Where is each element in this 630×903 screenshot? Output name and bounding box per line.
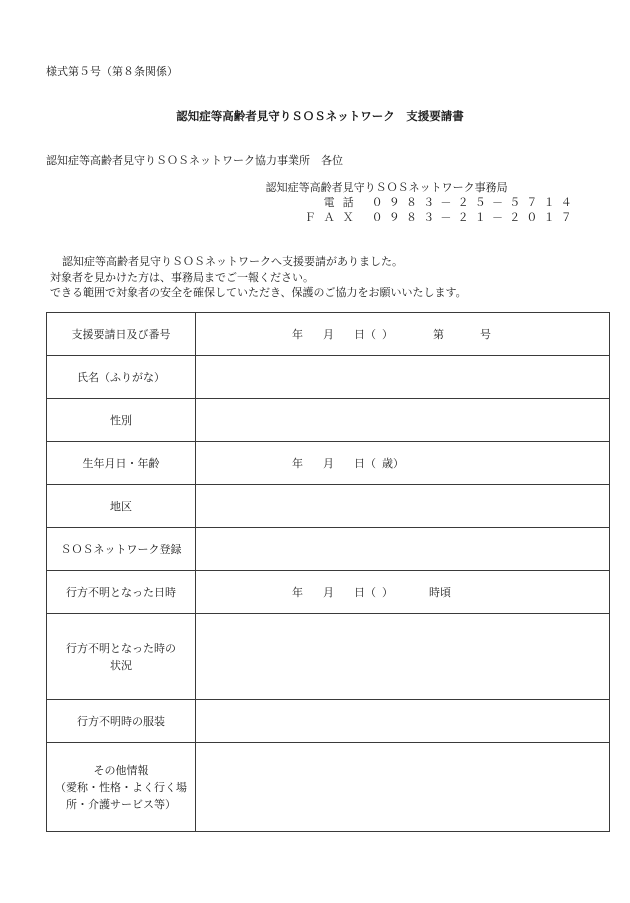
row-label-missing-datetime: 行方不明となった日時 <box>47 571 196 614</box>
label-line: 行方不明となった時の <box>66 641 176 655</box>
row-label-request-date: 支援要請日及び番号 <box>47 313 196 356</box>
year-text: 年 <box>292 328 303 341</box>
label-line: その他情報 <box>93 763 149 777</box>
age-text: 歳） <box>382 457 404 470</box>
row-value-other-info[interactable] <box>196 743 610 832</box>
table-row <box>47 700 610 743</box>
table-row <box>47 313 610 356</box>
table-row <box>47 743 610 832</box>
row-value-district[interactable] <box>196 485 610 528</box>
label-line: 所・介護サービス等） <box>66 797 176 811</box>
time-text: 時頃 <box>429 586 451 599</box>
day-close-text: ） <box>382 328 393 341</box>
form-number: 様式第５号（第８条関係） <box>46 65 178 78</box>
request-message <box>50 254 467 301</box>
sender-tel-row <box>266 195 578 210</box>
row-label-other-info <box>47 743 196 832</box>
number-prefix-text: 第 <box>433 328 444 341</box>
row-value-sos-registration[interactable] <box>196 528 610 571</box>
row-value-birthdate[interactable] <box>196 442 610 485</box>
row-label-name: 氏名（ふりがな） <box>47 356 196 399</box>
year-text: 年 <box>292 586 303 599</box>
row-label-birthdate: 生年月日・年齢 <box>47 442 196 485</box>
sender-office: 認知症等高齢者見守りＳＯＳネットワーク事務局 <box>265 181 508 194</box>
table-row <box>47 399 610 442</box>
request-form-table <box>46 312 610 832</box>
sender-block <box>266 180 578 225</box>
addressee: 認知症等高齢者見守りＳＯＳネットワーク協力事業所 各位 <box>46 154 343 167</box>
day-open-text: 日（ <box>354 457 376 470</box>
label-line: （愛称・性格・よく行く場 <box>55 780 187 794</box>
month-text: 月 <box>323 586 334 599</box>
sender-fax-value: ０９８３－２１－２０１７ <box>371 211 578 224</box>
sender-fax-row <box>266 210 578 225</box>
message-line-3: できる範囲で対象者の安全を確保していただき、保護のご協力をお願いいたします。 <box>50 286 467 299</box>
row-value-missing-datetime[interactable] <box>196 571 610 614</box>
day-close-text: ） <box>382 586 393 599</box>
table-row <box>47 528 610 571</box>
table-row <box>47 485 610 528</box>
table-row <box>47 571 610 614</box>
month-text: 月 <box>323 328 334 341</box>
row-label-gender: 性別 <box>47 399 196 442</box>
sender-tel-value: ０９８３－２５－５７１４ <box>371 196 578 209</box>
document-title: 認知症等高齢者見守りＳＯＳネットワーク 支援要請書 <box>176 109 464 123</box>
row-value-gender[interactable] <box>196 399 610 442</box>
table-row <box>47 356 610 399</box>
message-line-2: 対象者を見かけた方は、事務局までご一報ください。 <box>50 270 314 284</box>
row-label-district: 地区 <box>47 485 196 528</box>
row-label-missing-situation <box>47 614 196 700</box>
day-open-text: 日（ <box>354 586 376 599</box>
day-open-text: 日（ <box>354 328 376 341</box>
table-row <box>47 442 610 485</box>
row-value-missing-situation[interactable] <box>196 614 610 700</box>
label-line: 状況 <box>110 658 132 672</box>
row-value-name[interactable] <box>196 356 610 399</box>
row-label-clothing: 行方不明時の服装 <box>47 700 196 743</box>
month-text: 月 <box>323 457 334 470</box>
sender-fax-label: ＦＡＸ <box>304 211 362 224</box>
number-suffix-text: 号 <box>480 328 491 341</box>
year-text: 年 <box>292 457 303 470</box>
row-value-request-date[interactable] <box>196 313 610 356</box>
table-row <box>47 614 610 700</box>
message-line-1: 認知症等高齢者見守りＳＯＳネットワークへ支援要請がありました。 <box>62 255 403 268</box>
sender-tel-label: 電話 <box>323 196 362 209</box>
row-value-clothing[interactable] <box>196 700 610 743</box>
row-label-sos-registration: ＳＯＳネットワーク登録 <box>47 528 196 571</box>
